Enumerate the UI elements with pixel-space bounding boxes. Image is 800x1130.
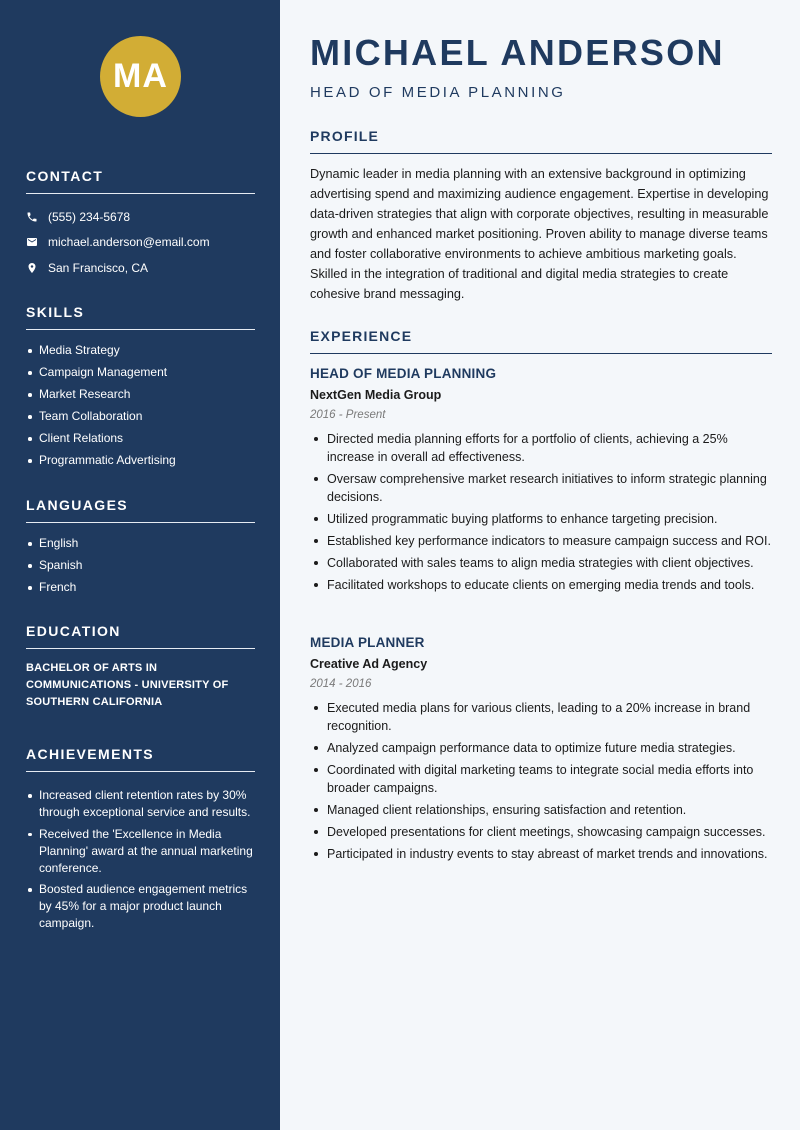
job-entry <box>310 635 772 867</box>
skills-list <box>26 339 255 471</box>
job-role: HEAD OF MEDIA PLANNING <box>310 366 497 381</box>
duty-item: Directed media planning efforts for a portfolio of clients, achieving a 25% increase in overall ad effectiveness. <box>310 430 772 466</box>
duty-item: Analyzed campaign performance data to optimize future media strategies. <box>310 739 772 757</box>
achievements-heading: ACHIEVEMENTS <box>26 746 255 772</box>
language-item: Spanish <box>26 554 255 576</box>
contact-heading: CONTACT <box>26 168 255 194</box>
skill-item: Programmatic Advertising <box>26 449 255 471</box>
candidate-name: MICHAEL ANDERSON <box>310 32 725 73</box>
duty-item: Facilitated workshops to educate clients on emerging media trends and tools. <box>310 576 772 594</box>
contact-list <box>26 204 255 281</box>
location-pin-icon <box>26 262 38 274</box>
skill-item: Client Relations <box>26 427 255 449</box>
education-degree: BACHELOR OF ARTS IN COMMUNICATIONS - UNIVERSITY OF SOUTHERN CALIFORNIA <box>26 662 229 708</box>
duty-item: Established key performance indicators to measure campaign success and ROI. <box>310 532 772 550</box>
language-item: French <box>26 576 255 598</box>
phone-icon <box>26 211 38 223</box>
job-company: NextGen Media Group <box>310 388 442 402</box>
profile-heading: PROFILE <box>310 128 772 154</box>
contact-phone <box>26 204 255 230</box>
language-item: English <box>26 532 255 554</box>
achievement-item: Increased client retention rates by 30% through exceptional service and results. <box>26 787 255 821</box>
contact-email-text: michael.anderson@email.com <box>48 235 210 250</box>
job-role: MEDIA PLANNER <box>310 635 425 650</box>
job-duties <box>310 699 772 863</box>
duty-item: Utilized programmatic buying platforms to enhance targeting precision. <box>310 510 772 528</box>
languages-heading: LANGUAGES <box>26 497 255 523</box>
job-entry <box>310 366 772 598</box>
languages-list <box>26 532 255 598</box>
duty-item: Developed presentations for client meetings, showcasing campaign successes. <box>310 823 772 841</box>
profile-text: Dynamic leader in media planning with an extensive background in optimizing advertising spend and maximizing audience engagement. Expertise in developing data-driven strategies that align with corporate objectives, resulting in measurable growth and enhanced market positioning. Proven ability to manage diverse teams and foster collaborative environments to achieve ambitious marketing goals. Skilled in the integration of traditional and digital media strategies to create cohesive brand messaging. <box>310 167 769 301</box>
education-section <box>26 623 255 711</box>
job-dates: 2016 - Present <box>310 409 386 421</box>
duty-item: Managed client relationships, ensuring satisfaction and retention. <box>310 801 772 819</box>
education-heading: EDUCATION <box>26 623 255 649</box>
experience-section <box>310 328 772 354</box>
avatar: MA <box>100 36 181 117</box>
languages-section <box>26 497 255 598</box>
duty-item: Collaborated with sales teams to align media strategies with client objectives. <box>310 554 772 572</box>
skills-section <box>26 304 255 471</box>
skill-item: Media Strategy <box>26 339 255 361</box>
sidebar <box>0 0 280 1130</box>
experience-heading: EXPERIENCE <box>310 328 772 354</box>
contact-location <box>26 255 255 281</box>
skill-item: Campaign Management <box>26 361 255 383</box>
contact-phone-text: (555) 234-5678 <box>48 209 131 224</box>
achievement-item: Boosted audience engagement metrics by 45% for a major product launch campaign. <box>26 881 255 932</box>
email-icon <box>26 236 38 248</box>
skill-item: Team Collaboration <box>26 405 255 427</box>
contact-email <box>26 230 255 256</box>
job-duties <box>310 430 772 594</box>
achievements-section <box>26 746 255 937</box>
skills-heading: SKILLS <box>26 304 255 330</box>
achievements-list <box>26 787 255 932</box>
duty-item: Coordinated with digital marketing teams to integrate social media efforts into broader campaigns. <box>310 761 772 797</box>
contact-location-text: San Francisco, CA <box>48 260 149 275</box>
duty-item: Executed media plans for various clients, leading to a 20% increase in brand recognition. <box>310 699 772 735</box>
profile-section <box>310 128 772 304</box>
candidate-title: HEAD OF MEDIA PLANNING <box>310 84 566 101</box>
contact-section <box>26 168 255 281</box>
skill-item: Market Research <box>26 383 255 405</box>
job-dates: 2014 - 2016 <box>310 678 372 690</box>
job-company: Creative Ad Agency <box>310 657 428 671</box>
duty-item: Participated in industry events to stay abreast of market trends and innovations. <box>310 845 772 863</box>
achievement-item: Received the 'Excellence in Media Planning' award at the annual marketing conference. <box>26 826 255 877</box>
duty-item: Oversaw comprehensive market research initiatives to inform strategic planning decisions. <box>310 470 772 506</box>
